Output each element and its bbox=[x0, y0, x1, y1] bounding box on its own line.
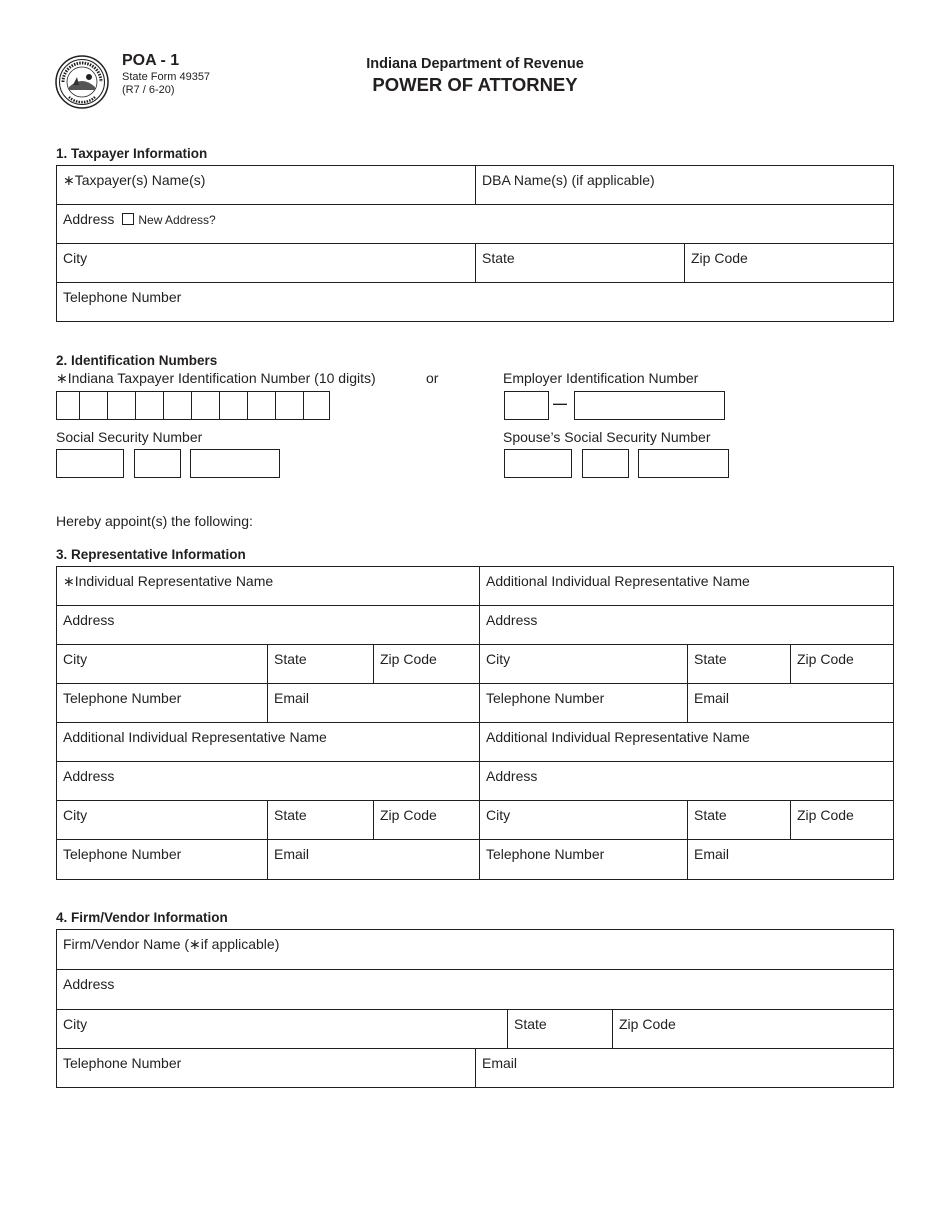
rep-2-email-field[interactable]: Email bbox=[694, 690, 730, 706]
state-form-number: State Form 49357 bbox=[122, 71, 211, 83]
address-label: Address bbox=[63, 211, 115, 227]
rep-4-name-field[interactable]: Additional Individual Representative Name bbox=[486, 729, 750, 745]
ein-suffix-field[interactable] bbox=[574, 391, 725, 420]
rep-4-zip-field[interactable]: Zip Code bbox=[797, 807, 854, 823]
section-4-heading: 4. Firm/Vendor Information bbox=[56, 910, 228, 925]
rep-1-address-field[interactable]: Address bbox=[63, 612, 115, 628]
itin-digit-box[interactable] bbox=[164, 391, 192, 420]
or-label: or bbox=[426, 370, 439, 386]
firm-state-field[interactable]: State bbox=[514, 1016, 547, 1032]
rep-1-city-field[interactable]: City bbox=[63, 651, 88, 667]
firm-info-table bbox=[56, 929, 894, 1088]
itin-digit-box[interactable] bbox=[108, 391, 136, 420]
ein-prefix-field[interactable] bbox=[504, 391, 549, 420]
rep-1-email-field[interactable]: Email bbox=[274, 690, 310, 706]
rep-3-zip-field[interactable]: Zip Code bbox=[380, 807, 437, 823]
ssn-label: Social Security Number bbox=[56, 429, 203, 445]
form-revision: (R7 / 6-20) bbox=[122, 84, 175, 96]
firm-phone-field[interactable]: Telephone Number bbox=[63, 1055, 182, 1071]
section-3-heading: 3. Representative Information bbox=[56, 547, 246, 562]
rep-2-state-field[interactable]: State bbox=[694, 651, 727, 667]
rep-3-address-field[interactable]: Address bbox=[63, 768, 115, 784]
itin-digit-box[interactable] bbox=[192, 391, 220, 420]
form-code: POA - 1 bbox=[122, 52, 180, 69]
rep-2-city-field[interactable]: City bbox=[486, 651, 511, 667]
rep-2-zip-field[interactable]: Zip Code bbox=[797, 651, 854, 667]
taxpayer-address-field[interactable] bbox=[57, 205, 893, 243]
rep-2-address-field[interactable]: Address bbox=[486, 612, 538, 628]
ein-dash: — bbox=[553, 395, 567, 411]
itin-digit-box[interactable] bbox=[304, 391, 330, 420]
section-1-heading: 1. Taxpayer Information bbox=[56, 146, 208, 161]
rep-3-name-field[interactable]: Additional Individual Representative Name bbox=[63, 729, 327, 745]
spouse-ssn-label: Spouse’s Social Security Number bbox=[503, 429, 711, 445]
rep-2-name-field[interactable]: Additional Individual Representative Name bbox=[486, 573, 750, 589]
itin-digit-box[interactable] bbox=[248, 391, 276, 420]
firm-address-field[interactable]: Address bbox=[63, 976, 115, 992]
firm-zip-field[interactable]: Zip Code bbox=[619, 1016, 676, 1032]
rep-4-email-field[interactable]: Email bbox=[694, 846, 730, 862]
new-address-label: New Address? bbox=[138, 213, 216, 227]
itin-label: ∗Indiana Taxpayer Identification Number (10 digits) bbox=[56, 370, 376, 386]
rep-1-state-field[interactable]: State bbox=[274, 651, 307, 667]
itin-digit-boxes[interactable] bbox=[56, 391, 330, 420]
spouse-ssn-part-3-field[interactable] bbox=[638, 449, 729, 478]
itin-digit-box[interactable] bbox=[276, 391, 304, 420]
rep-1-zip-field[interactable]: Zip Code bbox=[380, 651, 437, 667]
itin-digit-box[interactable] bbox=[56, 391, 80, 420]
appoint-text: Hereby appoint(s) the following: bbox=[56, 513, 253, 529]
department-name: Indiana Department of Revenue bbox=[366, 56, 584, 72]
page-title: POWER OF ATTORNEY bbox=[372, 74, 578, 95]
rep-3-phone-field[interactable]: Telephone Number bbox=[63, 846, 182, 862]
taxpayer-name-field[interactable]: ∗Taxpayer(s) Name(s) bbox=[63, 172, 206, 188]
taxpayer-zip-field[interactable]: Zip Code bbox=[691, 250, 748, 266]
itin-digit-box[interactable] bbox=[220, 391, 248, 420]
spouse-ssn-part-1-field[interactable] bbox=[504, 449, 572, 478]
indiana-state-seal-icon bbox=[55, 55, 109, 109]
firm-email-field[interactable]: Email bbox=[482, 1055, 518, 1071]
rep-2-phone-field[interactable]: Telephone Number bbox=[486, 690, 605, 706]
firm-city-field[interactable]: City bbox=[63, 1016, 88, 1032]
firm-name-field[interactable]: Firm/Vendor Name (∗if applicable) bbox=[63, 936, 280, 952]
ein-label: Employer Identification Number bbox=[503, 370, 699, 386]
rep-4-state-field[interactable]: State bbox=[694, 807, 727, 823]
rep-3-email-field[interactable]: Email bbox=[274, 846, 310, 862]
taxpayer-state-field[interactable]: State bbox=[482, 250, 515, 266]
ssn-part-2-field[interactable] bbox=[134, 449, 181, 478]
rep-4-phone-field[interactable]: Telephone Number bbox=[486, 846, 605, 862]
rep-1-phone-field[interactable]: Telephone Number bbox=[63, 690, 182, 706]
rep-4-city-field[interactable]: City bbox=[486, 807, 511, 823]
taxpayer-info-table bbox=[56, 165, 894, 322]
ssn-part-1-field[interactable] bbox=[56, 449, 124, 478]
rep-3-state-field[interactable]: State bbox=[274, 807, 307, 823]
rep-4-address-field[interactable]: Address bbox=[486, 768, 538, 784]
taxpayer-city-field[interactable]: City bbox=[63, 250, 88, 266]
spouse-ssn-part-2-field[interactable] bbox=[582, 449, 629, 478]
new-address-checkbox[interactable] bbox=[122, 213, 134, 225]
taxpayer-phone-field[interactable]: Telephone Number bbox=[63, 289, 182, 305]
ssn-part-3-field[interactable] bbox=[190, 449, 280, 478]
section-2-heading: 2. Identification Numbers bbox=[56, 353, 218, 368]
itin-digit-box[interactable] bbox=[80, 391, 108, 420]
rep-1-name-field[interactable]: ∗Individual Representative Name bbox=[63, 573, 274, 589]
representative-info-table bbox=[56, 566, 894, 880]
itin-digit-box[interactable] bbox=[136, 391, 164, 420]
rep-3-city-field[interactable]: City bbox=[63, 807, 88, 823]
dba-name-field[interactable]: DBA Name(s) (if applicable) bbox=[482, 172, 655, 188]
